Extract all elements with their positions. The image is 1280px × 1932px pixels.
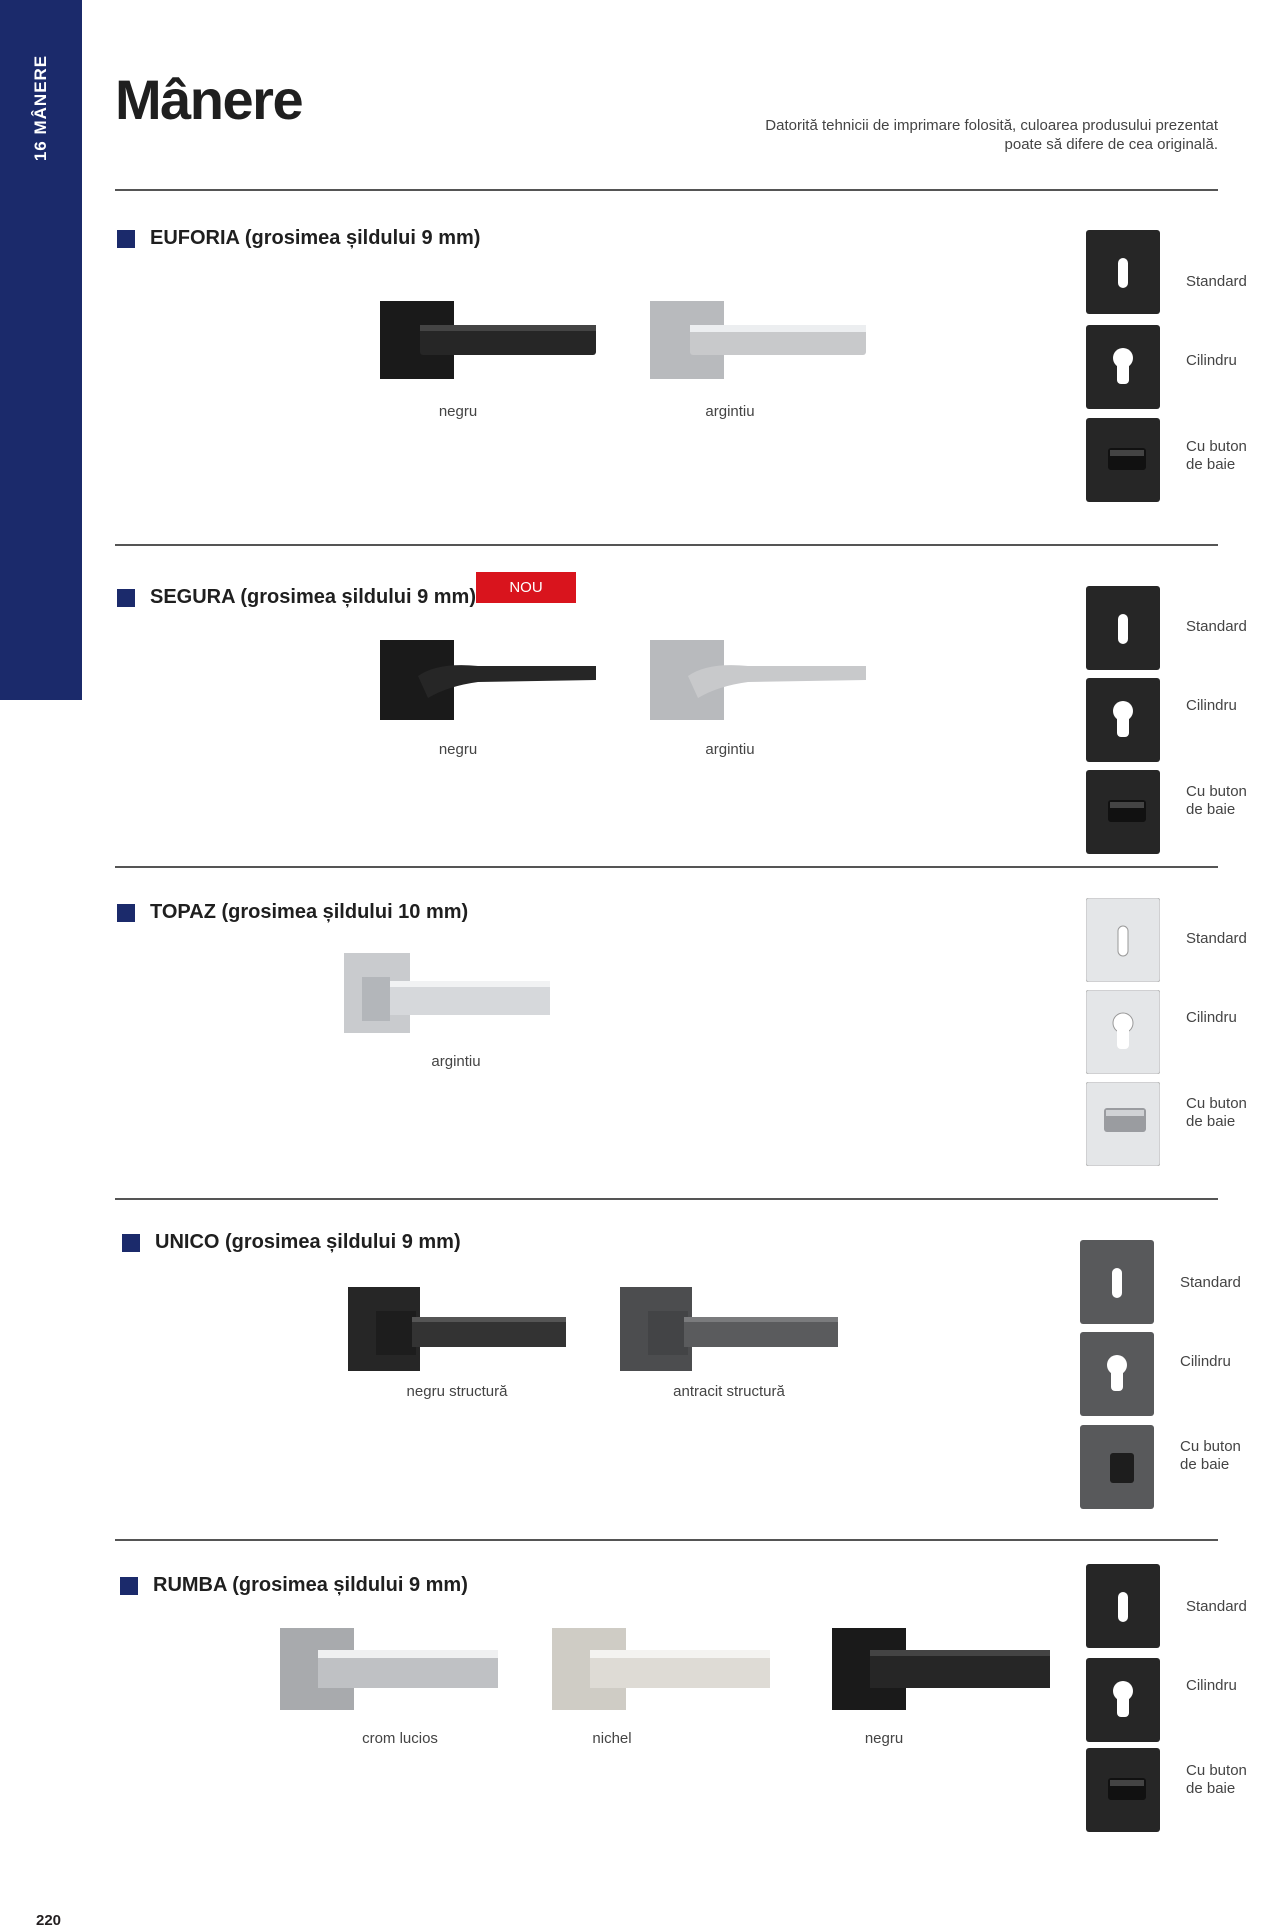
variant-label-baie — [1186, 1762, 1247, 1798]
rosette-cilindru — [1086, 678, 1160, 767]
handle-image-antracit-structura — [618, 1283, 840, 1375]
rosette-baie — [1086, 1082, 1160, 1171]
section-title — [122, 1231, 461, 1254]
section-title-text: EUFORIA (grosimea șildului 9 mm) — [150, 227, 481, 249]
rosette-standard-icon — [1080, 1240, 1154, 1324]
rosette-standard — [1086, 1564, 1160, 1653]
handle-unico-anthracite-icon — [618, 1283, 840, 1375]
handle-image-negru — [378, 295, 600, 391]
rosette-standard — [1080, 1240, 1154, 1329]
page-number: 220 — [36, 1912, 62, 1929]
section-divider — [115, 1539, 1218, 1541]
rosette-baie-icon — [1086, 1082, 1160, 1166]
rosette-baie — [1086, 770, 1160, 859]
product-caption: negru — [438, 741, 478, 758]
rosette-cilindru-icon — [1086, 325, 1160, 409]
rosette-cilindru — [1086, 990, 1160, 1079]
disclaimer-line-1: Datorită tehnicii de imprimare folosită, culoarea produsului prezentat — [765, 117, 1218, 134]
rosette-standard-icon — [1086, 230, 1160, 314]
variant-label-baie-line2: de baie — [1186, 1780, 1236, 1797]
variant-label-cilindru: Cilindru — [1186, 697, 1237, 714]
handle-euforia-icon — [378, 295, 600, 391]
product-caption: argintiu — [431, 1053, 481, 1070]
variant-label-baie-line2: de baie — [1186, 456, 1236, 473]
handle-segura-icon — [378, 636, 600, 732]
variant-label-baie-line2: de baie — [1186, 1113, 1236, 1130]
variant-label-cilindru: Cilindru — [1186, 1009, 1237, 1026]
section-title — [117, 901, 468, 924]
rosette-baie — [1086, 418, 1160, 507]
product-caption: negru — [864, 1730, 904, 1747]
rosette-baie-icon — [1080, 1425, 1154, 1509]
variant-label-standard: Standard — [1186, 1598, 1247, 1615]
section-divider — [115, 544, 1218, 546]
rosette-baie — [1080, 1425, 1154, 1514]
rosette-cilindru — [1086, 1658, 1160, 1747]
variant-label-cilindru: Cilindru — [1180, 1353, 1231, 1370]
section-title-text: SEGURA (grosimea șildului 9 mm) — [150, 586, 476, 608]
print-disclaimer — [765, 116, 1218, 154]
variant-label-baie — [1186, 438, 1247, 474]
variant-label-baie-line1: Cu buton — [1186, 1095, 1247, 1112]
variant-label-baie-line1: Cu buton — [1180, 1438, 1241, 1455]
product-caption: argintiu — [705, 403, 755, 420]
rosette-baie — [1086, 1748, 1160, 1837]
rosette-cilindru-icon — [1086, 678, 1160, 762]
rosette-standard — [1086, 230, 1160, 319]
product-caption: nichel — [592, 1730, 632, 1747]
variant-label-cilindru: Cilindru — [1186, 352, 1237, 369]
variant-label-baie-line2: de baie — [1180, 1456, 1230, 1473]
handle-image-negru — [830, 1624, 1052, 1714]
handle-image-negru — [378, 636, 600, 732]
handle-image-negru-structura — [346, 1283, 568, 1375]
variant-label-baie — [1186, 783, 1247, 819]
variant-label-standard: Standard — [1186, 273, 1247, 290]
variant-label-baie-line1: Cu buton — [1186, 438, 1247, 455]
rosette-baie-icon — [1086, 770, 1160, 854]
rosette-cilindru — [1086, 325, 1160, 414]
rosette-standard — [1086, 898, 1160, 987]
rosette-standard-icon — [1086, 1564, 1160, 1648]
variant-label-baie — [1180, 1438, 1241, 1474]
section-divider — [115, 866, 1218, 868]
rosette-standard-icon — [1086, 586, 1160, 670]
rosette-standard-icon — [1086, 898, 1160, 982]
handle-image-argintiu — [648, 295, 870, 391]
section-divider — [115, 1198, 1218, 1200]
section-marker-icon — [117, 230, 135, 248]
section-title — [117, 586, 476, 609]
section-marker-icon — [120, 1577, 138, 1595]
rosette-baie-icon — [1086, 1748, 1160, 1832]
disclaimer-line-2: poate să difere de cea originală. — [1004, 136, 1218, 153]
handle-topaz-icon — [342, 951, 552, 1037]
rosette-cilindru-icon — [1086, 1658, 1160, 1742]
handle-euforia-silver-icon — [648, 295, 870, 391]
variant-label-baie-line2: de baie — [1186, 801, 1236, 818]
page-title: Mânere — [115, 68, 303, 131]
handle-rumba-black-icon — [830, 1624, 1052, 1714]
product-caption: antracit structură — [673, 1383, 785, 1400]
handle-image-nichel — [550, 1624, 772, 1714]
rosette-cilindru-icon — [1086, 990, 1160, 1074]
variant-label-standard: Standard — [1186, 930, 1247, 947]
section-title-text: UNICO (grosimea șildului 9 mm) — [155, 1231, 461, 1253]
rosette-standard — [1086, 586, 1160, 675]
product-caption: argintiu — [705, 741, 755, 758]
rosette-baie-icon — [1086, 418, 1160, 502]
section-marker-icon — [117, 904, 135, 922]
variant-label-baie-line1: Cu buton — [1186, 1762, 1247, 1779]
handle-unico-icon — [346, 1283, 568, 1375]
product-caption: negru structură — [406, 1383, 508, 1400]
section-title — [117, 227, 480, 250]
handle-image-crom-lucios — [278, 1624, 500, 1714]
section-marker-icon — [117, 589, 135, 607]
section-title — [120, 1574, 468, 1597]
variant-label-standard: Standard — [1186, 618, 1247, 635]
handle-rumba-nickel-icon — [550, 1624, 772, 1714]
handle-image-argintiu — [648, 636, 870, 732]
new-badge: NOU — [476, 572, 576, 603]
section-marker-icon — [122, 1234, 140, 1252]
section-title-text: TOPAZ (grosimea șildului 10 mm) — [150, 901, 469, 923]
product-caption: negru — [438, 403, 478, 420]
chapter-tab — [0, 0, 82, 700]
variant-label-baie-line1: Cu buton — [1186, 783, 1247, 800]
handle-rumba-chrome-icon — [278, 1624, 500, 1714]
rosette-cilindru-icon — [1080, 1332, 1154, 1416]
section-title-text: RUMBA (grosimea șildului 9 mm) — [153, 1574, 468, 1596]
variant-label-cilindru: Cilindru — [1186, 1677, 1237, 1694]
variant-label-standard: Standard — [1180, 1274, 1241, 1291]
handle-image-argintiu — [342, 951, 552, 1037]
handle-segura-silver-icon — [648, 636, 870, 732]
header-divider — [115, 189, 1218, 191]
chapter-tab-label: 16 MÂNERE — [31, 54, 50, 162]
product-caption: crom lucios — [362, 1730, 438, 1747]
variant-label-baie — [1186, 1095, 1247, 1131]
rosette-cilindru — [1080, 1332, 1154, 1421]
